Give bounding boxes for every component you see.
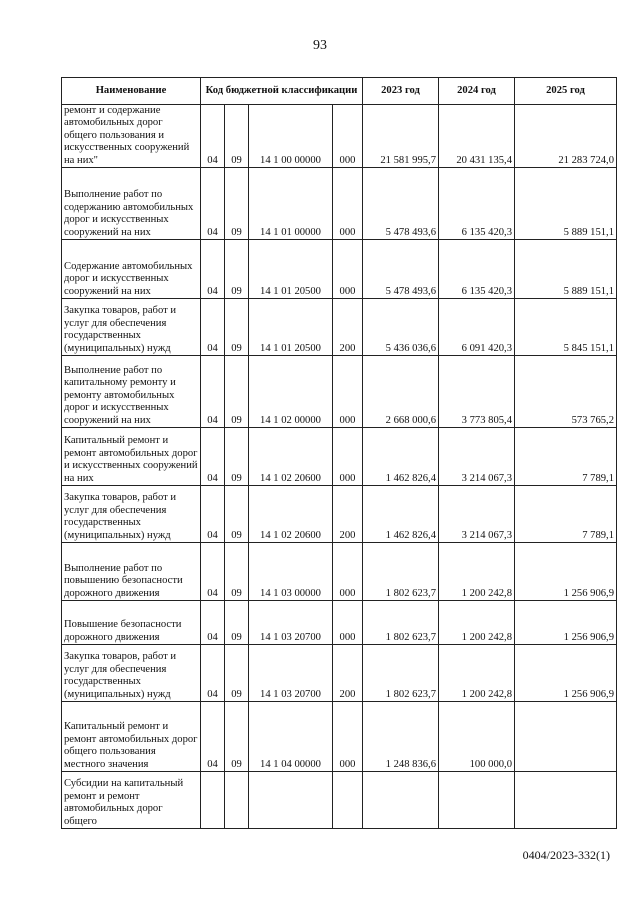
value-2025: 573 765,2 [515, 356, 617, 428]
value-2023: 5 436 036,6 [363, 299, 439, 356]
row-name: Закупка товаров, работ и услуг для обеспечения государственных (муниципальных) нужд [62, 645, 201, 702]
code-target: 14 1 02 20600 [249, 486, 333, 543]
code-expense-type: 000 [333, 168, 363, 240]
table-row [62, 240, 617, 299]
value-2024: 6 091 420,3 [439, 299, 515, 356]
table-row [62, 486, 617, 543]
code-subsection: 09 [225, 168, 249, 240]
value-2024: 3 214 067,3 [439, 428, 515, 486]
page-number: 93 [313, 38, 327, 53]
value-2025: 5 889 151,1 [515, 240, 617, 299]
value-2023: 2 668 000,6 [363, 356, 439, 428]
code-expense-type [333, 772, 363, 829]
code-section: 04 [201, 105, 225, 168]
table-header-row [62, 78, 617, 105]
value-2023: 5 478 493,6 [363, 240, 439, 299]
code-expense-type: 000 [333, 543, 363, 601]
code-target: 14 1 02 20600 [249, 428, 333, 486]
code-subsection: 09 [225, 543, 249, 601]
value-2024: 1 200 242,8 [439, 645, 515, 702]
code-subsection: 09 [225, 105, 249, 168]
value-2023: 1 462 826,4 [363, 486, 439, 543]
row-name: Выполнение работ по повышению безопасности дорожного движения [62, 543, 201, 601]
row-name: Капитальный ремонт и ремонт автомобильных дорог общего пользования местного значения [62, 702, 201, 772]
table-row [62, 645, 617, 702]
code-subsection: 09 [225, 356, 249, 428]
code-expense-type: 000 [333, 702, 363, 772]
header-2023: 2023 год [363, 78, 439, 105]
table-row [62, 105, 617, 168]
code-expense-type: 200 [333, 299, 363, 356]
code-expense-type: 000 [333, 356, 363, 428]
table-row [62, 299, 617, 356]
table-row [62, 601, 617, 645]
value-2025: 5 889 151,1 [515, 168, 617, 240]
table-row [62, 428, 617, 486]
code-target [249, 772, 333, 829]
code-section: 04 [201, 543, 225, 601]
code-section: 04 [201, 601, 225, 645]
code-section: 04 [201, 486, 225, 543]
value-2024: 6 135 420,3 [439, 240, 515, 299]
value-2025: 1 256 906,9 [515, 601, 617, 645]
value-2024: 1 200 242,8 [439, 543, 515, 601]
code-target: 14 1 02 00000 [249, 356, 333, 428]
value-2024: 3 773 805,4 [439, 356, 515, 428]
code-section: 04 [201, 168, 225, 240]
code-subsection: 09 [225, 299, 249, 356]
header-2025: 2025 год [515, 78, 617, 105]
row-name: Капитальный ремонт и ремонт автомобильных дорог и искусственных сооружений на них [62, 428, 201, 486]
value-2025: 7 789,1 [515, 486, 617, 543]
value-2023: 1 802 623,7 [363, 645, 439, 702]
value-2023: 1 802 623,7 [363, 601, 439, 645]
value-2025: 5 845 151,1 [515, 299, 617, 356]
row-name: Выполнение работ по капитальному ремонту и ремонту автомобильных дорог и искусственных сооружений на них [62, 356, 201, 428]
code-subsection: 09 [225, 486, 249, 543]
value-2025: 1 256 906,9 [515, 645, 617, 702]
code-target: 14 1 03 20700 [249, 601, 333, 645]
row-name: Повышение безопасности дорожного движения [62, 601, 201, 645]
value-2025 [515, 772, 617, 829]
value-2023: 1 462 826,4 [363, 428, 439, 486]
code-target: 14 1 03 20700 [249, 645, 333, 702]
header-name: Наименование [62, 78, 201, 105]
code-section: 04 [201, 645, 225, 702]
value-2025 [515, 702, 617, 772]
header-2024: 2024 год [439, 78, 515, 105]
code-expense-type: 000 [333, 601, 363, 645]
row-name: Содержание автомобильных дорог и искусственных сооружений на них [62, 240, 201, 299]
value-2023: 5 478 493,6 [363, 168, 439, 240]
code-target: 14 1 04 00000 [249, 702, 333, 772]
table-row [62, 772, 617, 829]
value-2023 [363, 772, 439, 829]
row-name: Закупка товаров, работ и услуг для обеспечения государственных (муниципальных) нужд [62, 486, 201, 543]
value-2025: 21 283 724,0 [515, 105, 617, 168]
code-expense-type: 200 [333, 486, 363, 543]
code-subsection: 09 [225, 601, 249, 645]
budget-table [61, 77, 617, 829]
value-2023: 1 248 836,6 [363, 702, 439, 772]
code-subsection: 09 [225, 240, 249, 299]
value-2024: 3 214 067,3 [439, 486, 515, 543]
value-2024: 100 000,0 [439, 702, 515, 772]
code-target: 14 1 00 00000 [249, 105, 333, 168]
row-name: Закупка товаров, работ и услуг для обеспечения государственных (муниципальных) нужд [62, 299, 201, 356]
code-section: 04 [201, 702, 225, 772]
code-target: 14 1 01 20500 [249, 240, 333, 299]
value-2024 [439, 772, 515, 829]
code-section: 04 [201, 299, 225, 356]
value-2025: 7 789,1 [515, 428, 617, 486]
code-section: 04 [201, 428, 225, 486]
header-code: Код бюджетной классификации [201, 78, 363, 105]
value-2024: 1 200 242,8 [439, 601, 515, 645]
table-row [62, 356, 617, 428]
row-name: Субсидии на капитальный ремонт и ремонт автомобильных дорог общего [62, 772, 201, 829]
document-code: 0404/2023-332(1) [522, 848, 610, 862]
code-expense-type: 000 [333, 428, 363, 486]
value-2025: 1 256 906,9 [515, 543, 617, 601]
table-row [62, 543, 617, 601]
value-2024: 20 431 135,4 [439, 105, 515, 168]
code-subsection: 09 [225, 428, 249, 486]
code-section: 04 [201, 356, 225, 428]
value-2024: 6 135 420,3 [439, 168, 515, 240]
value-2023: 21 581 995,7 [363, 105, 439, 168]
code-subsection [225, 772, 249, 829]
table-row [62, 702, 617, 772]
table-row [62, 168, 617, 240]
row-name: Выполнение работ по содержанию автомобильных дорог и искусственных сооружений на них [62, 168, 201, 240]
row-name: ремонт и содержание автомобильных дорог общего пользования и искусственных сооружений на них" [62, 105, 201, 168]
value-2023: 1 802 623,7 [363, 543, 439, 601]
code-subsection: 09 [225, 702, 249, 772]
code-expense-type: 000 [333, 240, 363, 299]
code-target: 14 1 01 20500 [249, 299, 333, 356]
code-section: 04 [201, 240, 225, 299]
code-expense-type: 000 [333, 105, 363, 168]
code-target: 14 1 01 00000 [249, 168, 333, 240]
code-section [201, 772, 225, 829]
code-expense-type: 200 [333, 645, 363, 702]
code-subsection: 09 [225, 645, 249, 702]
code-target: 14 1 03 00000 [249, 543, 333, 601]
